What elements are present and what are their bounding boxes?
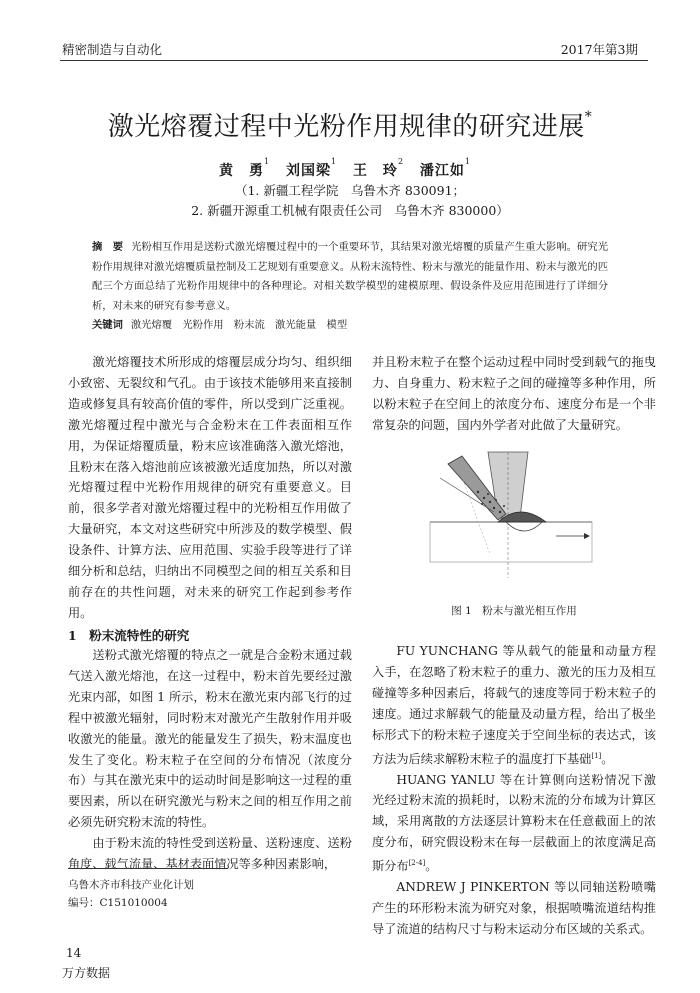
paragraph-text: FU YUNCHANG 等从载气的能量和动量方程入手，在忽略了粉末粒子的重力、激光的压力及相互碰撞等多种因素后，将载气的速度等同于粉末粒子的速度。通过求解载气的能量及动量方程，给出了极坐标形式下的粉末粒子速度关于空间坐标的表达式，该方法为后续求解粉末粒子的温度打下基础 — [372, 644, 656, 766]
figure-caption: 图 1 粉末与激光相互作用 — [451, 605, 577, 617]
title-mark: * — [584, 109, 593, 126]
right-column-top: 并且粉末粒子在整个运动过程中同时受到载气的拖曳力、自身重力、粉末粒子之间的碰撞等多种作用，所以粉末粒子在空间上的浓度分布、速度分布是一个非常复杂的问题，国内外学者对此做了大量研究。 — [372, 355, 656, 432]
author-list — [0, 157, 700, 180]
paragraph: ANDREW J PINKERTON 等以同轴送粉喷嘴产生的环形粉末流为研究对象，根据喷嘴流道结构推导了流道的结构尺寸与粉末运动分布区域的关系式。 — [372, 880, 656, 936]
paragraph — [372, 770, 656, 878]
watermark: 万方数据 — [62, 966, 111, 980]
issue-label: 2017年第3期 — [560, 42, 638, 57]
affiliation-line: （1. 新疆工程学院 乌鲁木齐 830091； — [234, 183, 466, 198]
section-heading: 1 粉末流特性的研究 — [68, 628, 190, 643]
author-affil: 1 — [330, 157, 338, 167]
powder-laser-figure — [420, 444, 600, 584]
citation: [1] — [591, 751, 602, 760]
author-affil: 2 — [397, 157, 405, 167]
citation: [2-4] — [408, 859, 426, 868]
intro-paragraph: 激光熔覆技术所形成的熔覆层成分均匀、组织细小致密、无裂纹和气孔。由于该技术能够用来直接制造或修复具有较高价值的零件，所以受到广泛重视。激光熔覆过程中激光与合金粉末在工件表面相互作用，为保证熔覆质量，粉末应该准确落入激光熔池，且粉末在落入熔池前应该被激光适度加热，所以对激光熔覆过程中光粉作用规律的研究有重要意义。目前，很多学者对激光熔覆过程中的光粉相互作用做了大量研究，本文对这些研究中所涉及的数学模型、假设条件、计算方法、应用范围、实验手段等进行了详细分析和总结，归纳出不同模型之间的相互关系和目前存在的共性问题，对未来的研究工作起到参考作用。 — [68, 355, 352, 620]
paragraph-text: HUANG YANLU 等在计算侧向送粉情况下激光经过粉末流的损耗时，以粉末流的分布域为计算区域，采用离散的方法逐层计算粉末在任意截面上的浓度分布，研究假设粉末在每一层截面上的浓度满足高斯分布 — [372, 772, 656, 874]
paragraph — [372, 641, 656, 770]
footnote-rule — [68, 868, 228, 869]
author-affil: 1 — [264, 157, 271, 167]
section1-body — [68, 645, 352, 875]
right-column-body — [372, 641, 656, 940]
paragraph: 由于粉末流的特性受到送粉量、送粉速度、送粉角度、载气流量、基材表面情况等多种因素影响， — [68, 836, 352, 872]
footnote-line: 编号：C151010004 — [68, 897, 168, 909]
header-rule — [60, 60, 648, 61]
abstract — [92, 238, 608, 316]
punctuation: 。 — [601, 751, 614, 766]
punctuation: 。 — [425, 859, 438, 874]
keywords-text: 激光熔覆 光粉作用 粉末流 激光能量 模型 — [130, 319, 348, 331]
author-name: 潘江如 — [419, 163, 465, 179]
affiliation-line: 2. 新疆开源重工机械有限责任公司 乌鲁木齐 830000） — [191, 203, 509, 218]
paper-title — [0, 106, 700, 143]
arrow-head — [584, 533, 590, 539]
author-name: 黄 勇 — [219, 163, 264, 179]
author-name: 刘国梁 — [285, 163, 331, 179]
journal-name: 精密制造与自动化 — [62, 42, 163, 57]
abstract-label: 摘 要 — [92, 241, 124, 253]
keywords-label: 关键词 — [92, 319, 123, 331]
title-text: 激光熔覆过程中光粉作用规律的研究进展 — [107, 112, 585, 142]
page-number: 14 — [66, 946, 82, 960]
paragraph: 送粉式激光熔覆的特点之一就是合金粉末通过载气送入激光熔池，在这一过程中，粉末首先要经过激光束内部，如图 1 所示，粉末在激光束内部飞行的过程中被激光辐射，同时粉末对激光产生散射作用并吸收激光的能量。激光的能量发生了损失，粉末温度也发生了变化。粉末粒子在空间的分布情况（浓度分布）与其在激光束中的运动时间是影响这一过程的重要因素，所以在研究激光与粉末之间的相互作用之前必须先研究粉末流的特性。 — [68, 648, 352, 830]
author-affil: 1 — [464, 157, 471, 167]
substrate — [430, 522, 592, 562]
author-name: 王 玲 — [352, 163, 398, 179]
footnote-line: 乌鲁木齐市科技产业化计划 — [68, 879, 194, 891]
penetration-zone — [506, 522, 542, 531]
keywords — [92, 316, 608, 331]
abstract-text: 光粉相互作用是送粉式激光熔覆过程中的一个重要环节，其结果对激光熔覆的质量产生重大影响。研究光粉作用规律对激光熔覆质量控制及工艺规划有重要意义。从粉末流特性、粉末与激光的能量作用、粉末与激光的匹配三个方面总结了光粉作用规律中的各种理论。对相关数学模型的建模原理、假设条件及应用范围进行了详细分析，对未来的研究有参考意义。 — [92, 241, 609, 312]
